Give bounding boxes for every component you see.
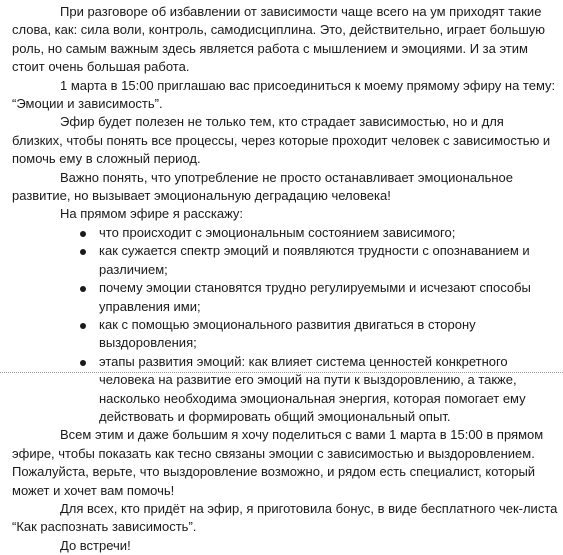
broadcast-invite-paragraph: 1 марта в 15:00 приглашаю вас присоединиться к моему прямому эфиру на тему: “Эмоции и зависимость”. [12, 77, 556, 112]
list-item-text: этапы развития эмоций: как влияет система ценностей конкретного человека на развитие его эмоций на пути к выздоровлению, а также, насколько необходима эмоциональная энергия, которая помогает ему действовать и формировать общий эмоциональный опыт. [99, 353, 526, 424]
page-break-divider [0, 372, 563, 373]
importance-paragraph: Важно понять, что употребление не просто останавливает эмоциональное развитие, но вызывает эмоциональную деградацию человека! [12, 169, 513, 204]
bullet-icon [80, 286, 86, 292]
audience-paragraph: Эфир будет полезен не только тем, кто страдает зависимостью, но и для близких, чтобы понять все процессы, через которые проходит человек с зависимостью и помочь ему в сложный период. [12, 114, 551, 167]
closing-paragraph: До встречи! [60, 537, 131, 553]
bonus-paragraph: Для всех, кто придёт на эфир, я приготовила бонус, в виде бесплатного чек-листа “Как распознать зависимость”. [12, 500, 558, 535]
agenda-intro-paragraph: На прямом эфире я расскажу: [60, 206, 244, 222]
intro-paragraph: При разговоре об избавлении от зависимости чаще всего на ум приходят такие слова, как: сила воли, контроль, самодисциплина. Это, действительно, играет большую роль, но самым важным здесь является работа с мышлением и эмоциями. И за этим стоит очень большая работа. [12, 4, 546, 75]
list-item-text: почему эмоции становятся трудно регулируемыми и исчезают способы управления ими; [99, 280, 531, 314]
list-item-text: как с помощью эмоционального развития двигаться в сторону выздоровления; [99, 316, 476, 351]
bullet-icon [80, 231, 86, 237]
list-item [12, 242, 558, 279]
bullet-icon [80, 249, 86, 255]
agenda-list [12, 224, 558, 426]
document-body [12, 3, 558, 555]
list-item [12, 353, 558, 427]
list-item [12, 279, 558, 316]
list-item-text: что происходит с эмоциональным состоянием зависимого; [99, 224, 456, 240]
bullet-icon [80, 360, 86, 366]
list-item-text: как сужается спектр эмоций и появляются трудности с опознаванием и различием; [99, 243, 530, 277]
list-item [12, 224, 558, 242]
bullet-icon [80, 323, 86, 329]
summary-paragraph: Всем этим и даже большим я хочу поделиться с вами 1 марта в 15:00 в прямом эфире, чтобы показать как тесно связаны эмоции с зависимостью и выздоровлением. Пожалуйста, верьте, что выздоровление возможно, и рядом есть специалист, который может и хочет вам помочь! [12, 427, 544, 498]
list-item [12, 316, 558, 353]
